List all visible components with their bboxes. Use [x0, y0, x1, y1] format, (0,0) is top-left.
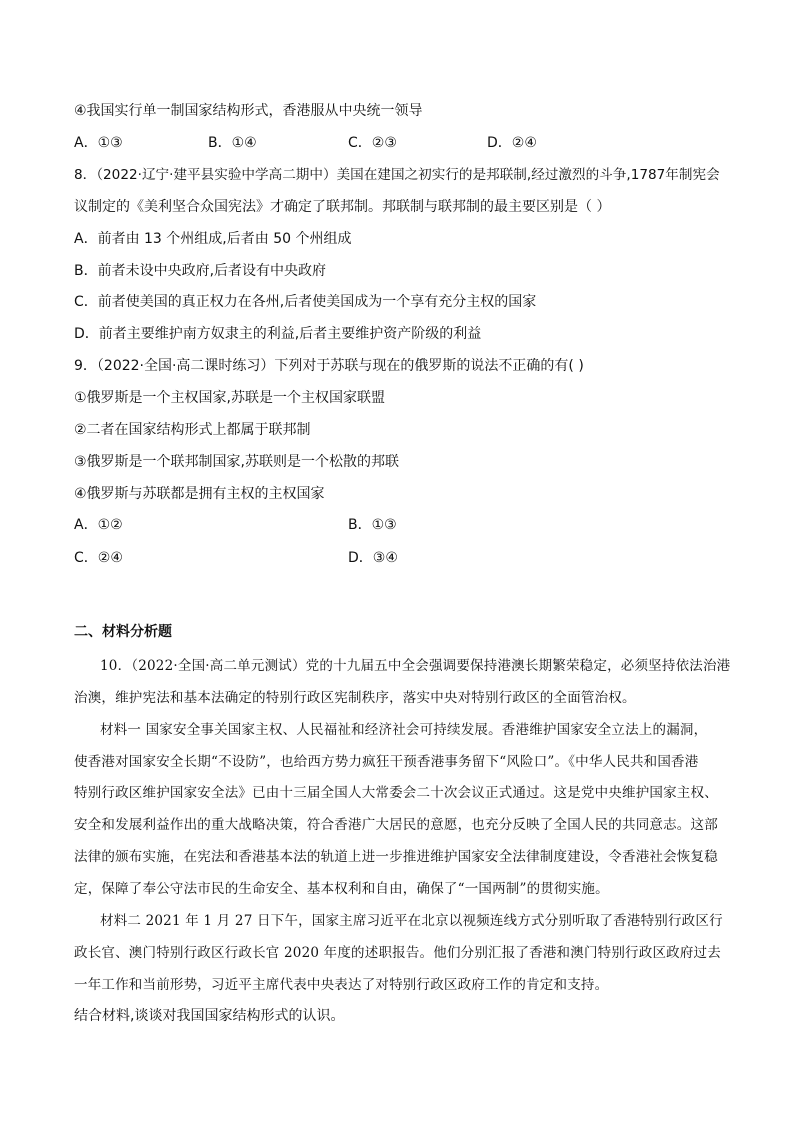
q8-option-b[interactable]: B．前者未设中央政府,后者设有中央政府: [74, 263, 327, 279]
q8-option-d[interactable]: D．前者主要维护南方奴隶主的利益,后者主要维护资产阶级的利益: [74, 326, 482, 342]
q8-stem-line-2: 议制定的《美利坚合众国宪法》才确定了联邦制。邦联制与联邦制的最主要区别是（ ）: [74, 199, 611, 215]
section-heading-material-analysis: 二、材料分析题: [74, 624, 172, 640]
q10-material1-line-6: 定，保障了奉公守法市民的生命安全、基本权利和自由，确保了“一国两制”的贯彻实施。: [74, 881, 609, 897]
q10-material1-line-4: 安全和发展利益作出的重大战略决策，符合香港广大居民的意愿，也充分反映了全国人民的共同意志。这部: [74, 817, 718, 833]
q7-statement-4: ④我国实行单一制国家结构形式，香港服从中央统一领导: [74, 103, 423, 119]
q8-stem-line-1: 8．（2022·辽宁·建平县实验中学高二期中）美国在建国之初实行的是邦联制,经过激烈的斗争,1787年制宪会: [74, 167, 720, 183]
q7-option-a[interactable]: A．①③: [74, 135, 123, 151]
q9-option-b[interactable]: B．①③: [348, 517, 397, 533]
q10-material1-line-5: 法律的颁布实施，在宪法和香港基本法的轨道上进一步推进维护国家安全法律制度建设，令香港社会恢复稳: [74, 849, 718, 865]
q9-stem: 9．（2022·全国·高二课时练习）下列对于苏联与现在的俄罗斯的说法不正确的有( ): [74, 358, 584, 374]
q10-material2-line-1: 材料二 2021 年 1 月 27 日下午，国家主席习近平在北京以视频连线方式分别听取了香港特别行政区行: [100, 913, 723, 929]
q9-option-d[interactable]: D．③④: [348, 550, 398, 566]
q9-statement-2: ②二者在国家结构形式上都属于联邦制: [74, 422, 311, 438]
q7-option-b[interactable]: B．①④: [208, 135, 257, 151]
q10-material1-line-2: 使香港对国家安全长期“不设防”，也给西方势力疯狂干预香港事务留下“风险口”。《中华人民共和国香港: [74, 754, 699, 770]
q9-option-a[interactable]: A．①②: [74, 517, 123, 533]
q9-statement-3: ③俄罗斯是一个联邦制国家,苏联则是一个松散的邦联: [74, 454, 399, 470]
q10-material2-line-2: 政长官、澳门特别行政区行政长官 2020 年度的述职报告。他们分别汇报了香港和澳门特别行政区政府过去: [74, 945, 721, 961]
q10-intro-line-1: 10．（2022·全国·高二单元测试）党的十九届五中全会强调要保持港澳长期繁荣稳定，必须坚持依法治港: [100, 658, 731, 674]
q9-statement-1: ①俄罗斯是一个主权国家,苏联是一个主权国家联盟: [74, 390, 385, 406]
q7-option-c[interactable]: C．②③: [348, 135, 397, 151]
q9-statement-4: ④俄罗斯与苏联都是拥有主权的主权国家: [74, 486, 325, 502]
q8-option-c[interactable]: C．前者使美国的真正权力在各州,后者使美国成为一个享有充分主权的国家: [74, 294, 537, 310]
q7-option-d[interactable]: D．②④: [487, 135, 537, 151]
q10-question: 结合材料,谈谈对我国国家结构形式的认识。: [74, 1008, 345, 1024]
q8-option-a[interactable]: A．前者由 13 个州组成,后者由 50 个州组成: [74, 231, 352, 247]
q10-intro-line-2: 治澳，维护宪法和基本法确定的特别行政区宪制秩序，落实中央对特别行政区的全面管治权。: [74, 690, 636, 706]
q10-material1-line-1: 材料一 国家安全事关国家主权、人民福祉和经济社会可持续发展。香港维护国家安全立法上的漏洞，: [100, 722, 708, 738]
q10-material1-line-3: 特别行政区维护国家安全法》已由十三届全国人大常委会二十次会议正式通过。这是党中央维护国家主权、: [74, 785, 718, 801]
q10-material2-line-3: 一年工作和当前形势，习近平主席代表中央表达了对特别行政区政府工作的肯定和支持。: [74, 977, 609, 993]
q9-option-c[interactable]: C．②④: [74, 550, 123, 566]
